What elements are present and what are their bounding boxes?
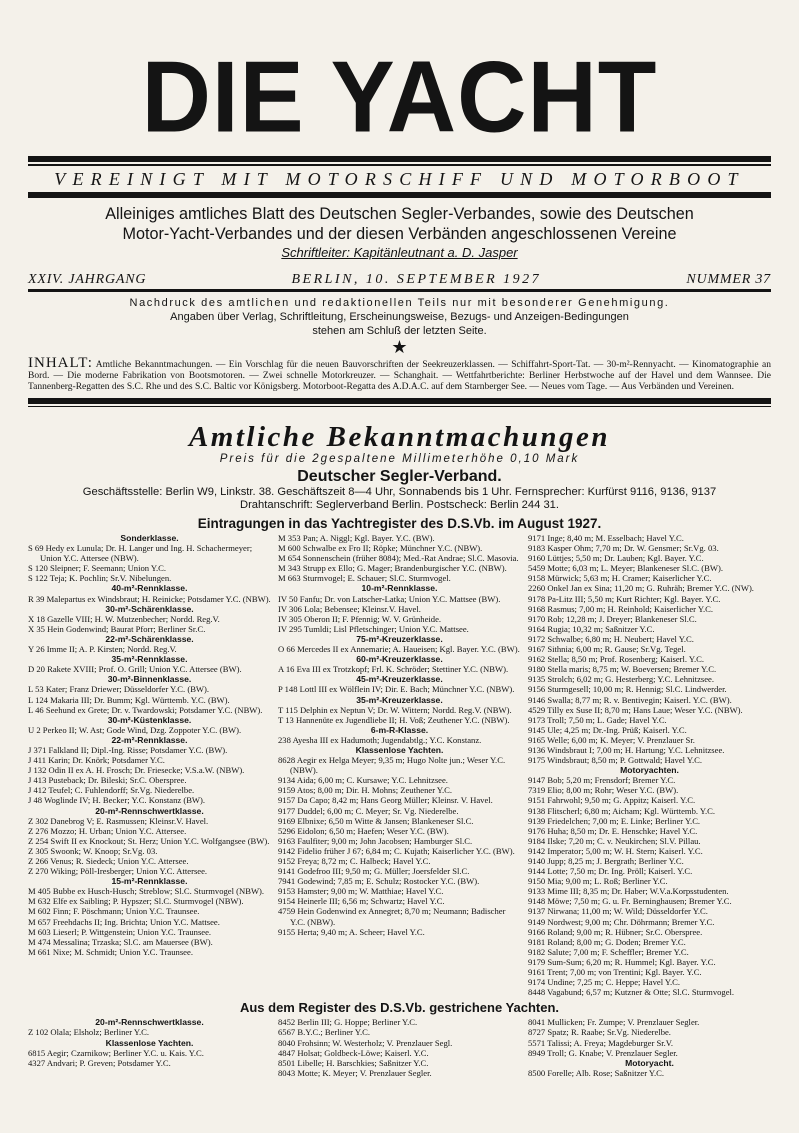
yacht-entry: 5571 Talissi; A. Freya; Magdeburger Sr.V.	[528, 1037, 674, 1048]
yacht-entry: J 371 Falkland II; Dipl.-Ing. Risse; Potsdamer Y.C. (BW).	[28, 744, 228, 755]
yacht-entry: 6815 Aegir; Czarnikow; Berliner Y.C. u. Kais. Y.C.	[28, 1047, 204, 1058]
masthead-title: DIE YACHT	[141, 41, 658, 154]
yacht-entry: 2260 Onkel Jan ex Sina; 11,20 m; G. Ruhräh; Bremer Y.C. (NW).	[528, 583, 754, 594]
class-heading: 35-m²-Rennklasse.	[111, 654, 188, 665]
yacht-entry: 8727 Spatz; R. Raabe; Sr.Vg. Niederelbe.	[528, 1027, 671, 1038]
yacht-entry: S 69 Hedy ex Lunula; Dr. H. Langer und Ing. H. Schachermeyer; Union Y.C. Attersee (NBW).	[28, 543, 253, 564]
yacht-entry: Z 102 Olala; Elsholz; Berliner Y.C.	[28, 1027, 150, 1038]
yacht-entry: R 39 Malepartus ex Windsbraut; H. Reinicke; Potsdamer Y.C. (NBW).	[28, 593, 271, 604]
yacht-entry: 9153 Hamster; 9,00 m; W. Matthiae; Havel Y.C.	[278, 886, 444, 897]
class-heading: 75-m²-Kreuzerklasse.	[356, 633, 443, 644]
yacht-entry: 4847 Holsat; Goldbeck-Löwe; Kaiserl. Y.C.	[278, 1047, 429, 1058]
yacht-entry: IV 306 Lola; Bebensee; Kleinsr.V. Havel.	[278, 603, 421, 614]
yacht-entry: S 120 Sleipner; F. Seemann; Union Y.C.	[28, 563, 167, 574]
yacht-entry: 9168 Rasmus; 7,00 m; H. Reinhold; Kaiserlicher Y.C.	[528, 603, 713, 614]
masthead-rule-top	[28, 156, 771, 162]
yacht-entry: 9140 Jupp; 8,25 m; J. Bergrath; Berliner Y.C.	[528, 856, 684, 866]
class-heading: 10-m²-Rennklasse.	[361, 583, 438, 594]
editor-line: Schriftleiter: Kapitänleutnant a. D. Jasper	[281, 245, 518, 260]
yacht-entry: M 657 Freehdachs II; Ing. Brichta; Union Y.C. Mattsee.	[28, 916, 220, 927]
yacht-entry: 9146 Swalla; 8,77 m; R. v. Bentivegin; Kaiserl. Y.C. (BW).	[528, 694, 732, 705]
yacht-entry: M 405 Bubbe ex Husch-Husch; Streblow; Sl.C. Sturmvogel (NBW).	[28, 886, 265, 897]
yacht-entry: 9141 Godefroo III; 9,50 m; G. Müller; Joersfelder Sl.C.	[278, 866, 470, 877]
register-column-2	[278, 533, 521, 997]
yacht-entry: 7319 Elio; 8,00 m; Rohr; Weser Y.C. (BW).	[528, 785, 679, 796]
yacht-entry: 9181 Roland; 8,00 m; G. Doden; Bremer Y.C.	[528, 936, 686, 947]
yacht-entry: 9171 Inge; 8,40 m; M. Esselbach; Havel Y.C.	[528, 533, 684, 543]
yacht-entry: P 148 Lottl III ex Wölflein IV; Dir. E. Bach; Münchner Y.C. (NBW).	[278, 684, 515, 695]
yacht-entry: 9138 Flitscherl; 6,80 m; Aicham; Kgl. Württemb. Y.C.	[528, 805, 715, 816]
contents-rule	[28, 398, 771, 404]
official-line-1: Alleiniges amtliches Blatt des Deutschen Segler-Verbandes, sowie des Deutschen	[105, 205, 694, 223]
yacht-entry: 9139 Friedelchen; 7,00 m; E. Linke; Berliner Y.C.	[528, 815, 701, 826]
yacht-entry: 9178 Pa-Litz III; 5,50 m; Kurt Richter; Kgl. Bayer. Y.C.	[528, 593, 721, 604]
issue-number: NUMMER 37	[686, 272, 771, 287]
yacht-entry: M 661 Nixe; M. Schmidt; Union Y.C. Traunsee.	[28, 946, 193, 957]
class-heading: 45-m²-Kreuzerklasse.	[356, 674, 443, 685]
register-columns	[28, 533, 771, 997]
yacht-entry: 6567 B.Y.C.; Berliner Y.C.	[278, 1027, 370, 1038]
yacht-entry: M 663 Sturmvogel; E. Schauer; Sl.C. Sturmvogel.	[278, 573, 451, 584]
yacht-entry: 9142 Fidelio früher J 67; 6,84 m; C. Kujath; Kaiserlicher Y.C. (BW).	[278, 845, 515, 856]
yacht-entry: 9179 Sum-Sum; 6,20 m; R. Hummel; Kgl. Bayer. Y.C.	[528, 956, 716, 967]
yacht-entry: 5459 Motte; 6,03 m; L. Meyer; Blankeneser Sl.C. (BW).	[528, 563, 724, 574]
yacht-entry: 8501 Libelle; H. Barschkies; Saßnitzer Y.C.	[278, 1057, 429, 1068]
yacht-entry: 9167 Sithnia; 6,00 m; R. Gause; Sr.Vg. Tegel.	[528, 644, 686, 655]
yacht-entry: IV 50 Fanfu; Dr. von Latscher-Latka; Union Y.C. Mattsee (BW).	[278, 593, 501, 604]
yacht-entry: 9174 Undine; 7,25 m; C. Heppe; Havel Y.C.	[528, 977, 681, 988]
contents-rule-thin	[28, 406, 771, 407]
yacht-entry: 9152 Freya; 8,72 m; C. Halbeck; Havel Y.C.	[278, 856, 431, 866]
class-heading: 20-m²-Rennschwertklasse.	[95, 805, 204, 816]
yacht-entry: J 48 Woglinde IV; H. Becker; Y.C. Konstanz (BW).	[28, 795, 206, 806]
class-heading: 22-m²-Schärenklasse.	[105, 633, 194, 644]
yacht-entry: T 115 Delphin ex Neptun V; Dr. W. Wittern; Nordd. Reg.V. (NBW).	[278, 704, 512, 715]
struck-column-1	[28, 1017, 271, 1078]
class-heading: Motoryachten.	[620, 765, 679, 776]
yacht-entry: 9148 Möwe; 7,50 m; G. u. Fr. Berninghausen; Bremer Y.C.	[528, 896, 732, 907]
yacht-entry: J 413 Pusteback; Dr. Bileski; Sr.C. Oberspree.	[28, 775, 187, 786]
class-heading: Motoryacht.	[625, 1057, 674, 1068]
yacht-entry: 9133 Mime III; 8,35 m; Dr. Haber; W.V.a.Korpsstudenten.	[528, 886, 729, 897]
yacht-entry: 9182 Salute; 7,00 m; F. Scheffler; Bremer Y.C.	[528, 946, 689, 957]
yacht-entry: 8448 Vagabund; 6,57 m; Kutzner & Otte; Sl.C. Sturmvogel.	[528, 987, 735, 998]
reprint-notice	[28, 296, 771, 338]
yacht-entry: X 18 Gazelle VIII; H. W. Mutzenbecher; Nordd. Reg.V.	[28, 613, 220, 624]
class-heading: 6-m-R-Klasse.	[370, 724, 429, 735]
yacht-entry: U 2 Perkeo II; W. Ast; Gode Wind, Dzg. Zoppoter Y.C. (BW).	[28, 724, 242, 735]
yacht-entry: 9154 Heinerle III; 6,56 m; Schwartz; Havel Y.C.	[278, 896, 445, 907]
yacht-entry: 9165 Welle; 6,00 m; K. Meyer; V. Prenzlauer Sr.	[528, 734, 695, 745]
yacht-entry: M 603 Lieserl; P. Wittgenstein; Union Y.C. Traunsee.	[28, 926, 212, 937]
yacht-entry: 9162 Stella; 8,50 m; Prof. Rosenberg; Kaiserl. Y.C.	[528, 654, 705, 665]
price-line: Preis für die 2gespaltene Millimeterhöhe 0,10 Mark	[219, 453, 580, 465]
yacht-entry: 4327 Andvari; P. Greven; Potsdamer Y.C.	[28, 1057, 171, 1068]
yacht-entry: S 122 Teja; K. Pochlin; Sr.V. Nibelungen.	[28, 573, 172, 584]
class-heading: 20-m²-Rennschwertklasse.	[95, 1017, 204, 1028]
yacht-entry: 9145 Ule; 4,25 m; Dr.-Ing. Prüß; Kaiserl. Y.C.	[528, 724, 687, 735]
section-title: Amtliche Bekanntmachungen	[188, 421, 611, 453]
class-heading: 15-m²-Rennklasse.	[111, 876, 188, 887]
yacht-entry: O 66 Mercedes II ex Annemarie; A. Haueisen; Kgl. Bayer. Y.C. (BW).	[278, 644, 520, 655]
yacht-entry: 7941 Godewind; 7,85 m; E. Schulz; Rostocker Y.C. (BW).	[278, 876, 480, 887]
yacht-entry: 9155 Herta; 9,40 m; A. Scheer; Havel Y.C.	[278, 926, 425, 937]
yacht-entry: 9160 Lüttjes; 5,50 m; Dr. Lauben; Kgl. Bayer. Y.C.	[528, 553, 704, 564]
yacht-entry: M 632 Elfe ex Saibling; P. Hypszer; Sl.C. Sturmvogel (NBW).	[28, 896, 244, 907]
issue-bar	[28, 272, 771, 288]
yacht-entry: 9166 Roland; 9,00 m; R. Hübner; Sr.C. Oberspree.	[528, 926, 703, 937]
yacht-entry: IV 295 Tumldi; Lisl Pfletschinger; Union Y.C. Mattsee.	[278, 623, 469, 634]
class-heading: 30-m²-Schärenklasse.	[105, 603, 194, 614]
struck-heading: Aus dem Register des D.S.Vb. gestrichene Yachten.	[239, 1000, 560, 1016]
struck-columns	[28, 1017, 771, 1078]
issue-volume: XXIV. JAHRGANG	[28, 272, 147, 287]
yacht-entry: J 411 Karin; Dr. Knörk; Potsdamer Y.C.	[28, 755, 165, 766]
yacht-entry: 9161 Trent; 7,00 m; von Trentini; Kgl. Bayer. Y.C.	[528, 967, 702, 978]
yacht-entry: Z 270 Wiking; Pöll-Iresberger; Union Y.C. Attersee.	[28, 866, 208, 877]
yacht-entry: L 124 Makaria III; Dr. Bumm; Kgl. Württemb. Y.C. (BW).	[28, 694, 230, 705]
yacht-entry: 9184 Ilske; 7,20 m; C. v. Neukirchen; Sl.V. Pillau.	[528, 835, 701, 846]
struck-column-2	[278, 1017, 521, 1078]
yacht-entry: 9137 Nirwana; 11,00 m; W. Wild; Düsseldorfer Y.C.	[528, 906, 708, 917]
office-line-1: Geschäftsstelle: Berlin W9, Linkstr. 38. Geschäftszeit 8—4 Uhr, Sonnabends bis 1 Uhr. Fernsprecher: Kurfürst 9116, 9136, 9137	[82, 486, 717, 498]
yacht-entry: X 35 Hein Godenwind; Baurat Pforr; Berliner Sr.C.	[28, 623, 206, 634]
yacht-entry: Z 266 Venus; R. Siedeck; Union Y.C. Attersee.	[28, 856, 189, 866]
office-info	[28, 486, 771, 512]
issue-rule	[28, 289, 771, 292]
yacht-entry: 9176 Huha; 8,50 m; Dr. E. Henschke; Havel Y.C.	[528, 825, 698, 836]
class-heading: 30-m²-Binnenklasse.	[107, 674, 192, 685]
yacht-entry: Z 276 Mozzo; H. Urban; Union Y.C. Attersee.	[28, 825, 187, 836]
association-name: Deutscher Segler-Verband.	[297, 468, 502, 485]
class-heading: 40-m²-Rennklasse.	[111, 583, 188, 594]
yacht-entry: M 654 Sonnenschein (früher 8084); Med.-Rat Andrae; Sl.C. Masovia.	[278, 553, 519, 564]
yacht-entry: 4529 Tilly ex Suse II; 8,70 m; Hans Laue; Weser Y.C. (NBW).	[528, 704, 743, 715]
yacht-entry: L 53 Kater; Franz Driewer; Düsseldorfer Y.C. (BW).	[28, 684, 210, 695]
register-column-3	[528, 533, 771, 997]
yacht-entry: 9173 Troll; 7,50 m; L. Gade; Havel Y.C.	[528, 714, 667, 725]
yacht-entry: 8043 Motte; K. Meyer; V. Prenzlauer Segler.	[278, 1067, 432, 1078]
masthead-subtitle: VEREINIGT MIT MOTORSCHIFF UND MOTORBOOT	[54, 169, 745, 189]
class-heading: Klassenlose Yachten.	[355, 744, 444, 755]
yacht-entry: 9144 Lotte; 7,50 m; Dr. Ing. Pröll; Kaiserl. Y.C.	[528, 866, 693, 877]
yacht-entry: 9147 Bob; 5,20 m; Frensdorf; Bremer Y.C.	[528, 775, 676, 786]
yacht-entry: J 132 Odin II ex A. H. Frosch; Dr. Friesecke; V.S.a.W. (NBW).	[28, 765, 245, 776]
class-heading: Sonderklasse.	[120, 533, 179, 543]
yacht-entry: 8628 Aegir ex Helga Meyer; 9,35 m; Hugo Nolte jun.; Weser Y.C. (NBW).	[278, 755, 506, 776]
yacht-entry: 9134 Aida; 6,00 m; C. Kursawe; Y.C. Lehnitzsee.	[278, 775, 448, 786]
table-of-contents	[28, 355, 771, 393]
struck-column-3	[528, 1017, 771, 1078]
official-statement	[28, 204, 771, 244]
yacht-entry: T 13 Hannenüte ex Jugendliebe II; H. Voß; Zeuthener Y.C. (NBW).	[278, 714, 510, 725]
yacht-entry: 9157 Da Capo; 8,42 m; Hans Georg Müller; Kleinsr. V. Havel.	[278, 795, 493, 806]
contents-text: Amtliche Bekanntmachungen. — Ein Vorschlag für die neuen Bauvorschriften der Seekreuzerklassen. — Schiffahrt-Sport-Tat. — 30-m²-Rennyacht. — Kinomatographie an Bord. — Die moderne Fabrikation von Bootsmotoren. — Zwei schnelle Motorkreuzer. — Schanghait. — Wettfahrtberichte: Berliner Herbstwoche auf der Havel und dem Wannsee. Die Tannenberg-Regatten des S.C. Rhe und des S.C. Baltic vor Königsberg. Motorboot-Regatta des A.D.A.C. auf dem Starnberger See. — Neues vom Tage. — Aus Verbänden und Vereinen.	[28, 360, 771, 392]
yacht-entry: M 600 Schwalbe ex Fro II; Röpke; Münchner Y.C. (NBW).	[278, 543, 483, 554]
yacht-entry: 9142 Imperator; 5,00 m; W. H. Stern; Kaiserl. Y.C.	[528, 845, 703, 856]
yacht-entry: 238 Ayesha III ex Hadumoth; Jugendabtlg.; Y.C. Konstanz.	[278, 734, 482, 745]
class-heading: 35-m²-Kreuzerklasse.	[356, 694, 443, 705]
yacht-entry: 9151 Fahrwohl; 9,50 m; G. Appitz; Kaiserl. Y.C.	[528, 795, 696, 806]
yacht-entry: 8949 Troll; G. Knabe; V. Prenzlauer Segler.	[528, 1047, 678, 1058]
yacht-entry: D 20 Rakete XVIII; Prof. O. Grill; Union Y.C. Attersee (BW).	[28, 664, 242, 675]
yacht-entry: 9172 Schwalbe; 6,80 m; H. Neubert; Havel Y.C.	[528, 633, 694, 644]
masthead-rule-bottom	[28, 192, 771, 198]
class-heading: 30-m²-Küstenklasse.	[107, 714, 192, 725]
yacht-entry: 9170 Rob; 12,28 m; J. Dreyer; Blankeneser Sl.C.	[528, 613, 697, 624]
yacht-entry: 9163 Faulfiter; 9,00 m; John Jacobsen; Hamburger Sl.C.	[278, 835, 473, 846]
yacht-entry: 9164 Rugia; 10,32 m; Saßnitzer Y.C.	[528, 623, 655, 634]
yacht-entry: 9177 Duddel; 6,00 m; C. Meyer; Sr. Vg. Niederelbe.	[278, 805, 459, 816]
yacht-entry: IV 305 Oberon II; F. Pfennig; W. V. Grünheide.	[278, 613, 442, 624]
yacht-entry: 9183 Kasper Ohm; 7,70 m; Dr. W. Gensmer; Sr.Vg. 03.	[528, 543, 719, 554]
yacht-entry: M 474 Messalina; Trzaska; Sl.C. am Mauersee (BW).	[28, 936, 213, 947]
yacht-entry: 8041 Mullicken; Fr. Zumpe; V. Prenzlauer Segler.	[528, 1017, 700, 1028]
star-icon: ★	[391, 337, 408, 357]
class-heading: Klassenlose Yachten.	[105, 1037, 194, 1048]
yacht-entry: 9135 Strolch; 6,02 m; G. Hesterberg; Y.C. Lehnitzsee.	[528, 674, 715, 685]
yacht-entry: 9175 Windsbraut; 8,50 m; P. Gottwald; Havel Y.C.	[528, 755, 702, 766]
yacht-entry: A 16 Eva III ex Trotzkopf; Frl. K. Schröder; Stettiner Y.C. (NBW).	[278, 664, 509, 675]
class-heading: 22-m²-Rennklasse.	[111, 734, 188, 745]
yacht-entry: M 353 Pan; A. Niggl; Kgl. Bayer. Y.C. (BW).	[278, 533, 435, 543]
yacht-entry: 9156 Sturmgesell; 10,00 m; R. Hennig; Sl.C. Lindwerder.	[528, 684, 727, 695]
yacht-entry: L 46 Seehund ex Grete; Dr. v. Twardowski; Potsdamer Y.C. (NBW).	[28, 704, 263, 715]
yacht-entry: Z 305 Swoonk; W. Knoop; Sr.Vg. 03.	[28, 845, 158, 856]
newspaper-page	[28, 0, 771, 1133]
yacht-entry: 5296 Eidolon; 6,50 m; Haefen; Weser Y.C. (BW).	[278, 825, 449, 836]
yacht-entry: Z 302 Danebrog V; E. Rasmussen; Kleinsr.V. Havel.	[28, 815, 209, 826]
notice-line-1: Nachdruck des amtlichen und redaktionellen Teils nur mit besonderer Genehmigung.	[129, 297, 670, 309]
yacht-entry: Z 254 Swift II ex Knockout; St. Herz; Union Y.C. Wolfgangsee (BW).	[28, 835, 270, 846]
issue-date: BERLIN, 10. SEPTEMBER 1927	[291, 272, 542, 287]
notice-line-3: stehen am Schluß der letzten Seite.	[312, 325, 487, 337]
yacht-entry: 9159 Atos; 8,00 m; Dir. H. Mohns; Zeuthener Y.C.	[278, 785, 453, 796]
yacht-entry: M 602 Finn; F. Pöschmann; Union Y.C. Traunsee.	[28, 906, 200, 917]
yacht-entry: 8500 Forelle; Alb. Rose; Saßnitzer Y.C.	[528, 1067, 665, 1078]
contents-label: INHALT:	[28, 355, 93, 371]
yacht-entry: 9180 Stella maris; 8,75 m; W. Boeversen; Bremer Y.C.	[528, 664, 717, 675]
class-heading: 60-m²-Kreuzerklasse.	[356, 654, 443, 665]
register-column-1	[28, 533, 271, 997]
masthead-rule-thin	[28, 164, 771, 166]
yacht-entry: 9169 Elbnixe; 6,50 m Witte & Jansen; Blankeneser Sl.C.	[278, 815, 474, 826]
yacht-entry: 8040 Frohsinn; W. Westerholz; V. Prenzlauer Segl.	[278, 1037, 453, 1048]
yacht-entry: 9150 Mia; 9,00 m; L. Roß; Berliner Y.C.	[528, 876, 668, 887]
yacht-entry: J 412 Teufel; C. Fuhlendorff; Sr.Vg. Niederelbe.	[28, 785, 195, 796]
official-line-2: Motor-Yacht-Verbandes und der diesen Verbänden angeschlossenen Vereine	[122, 225, 677, 243]
yacht-entry: 9158 Mürwick; 5,63 m; H. Cramer; Kaiserlicher Y.C.	[528, 573, 712, 584]
yacht-entry: M 343 Strupp ex Ello; G. Mager; Brandenburgischer Y.C. (NBW).	[278, 563, 507, 574]
register-heading: Eintragungen in das Yachtregister des D.S.Vb. im August 1927.	[197, 516, 602, 531]
yacht-entry: 4759 Hein Godenwind ex Annegret; 8,70 m; Neumann; Badischer Y.C. (NBW).	[278, 906, 506, 927]
office-line-2: Drahtanschrift: Seglerverband Berlin. Postscheck: Berlin 244 31.	[239, 499, 559, 511]
yacht-entry: 9149 Nordwest; 9,00 m; Chr. Döhrmann; Bremer Y.C.	[528, 916, 715, 927]
yacht-entry: 9136 Windsbraut I; 7,00 m; H. Hartung; Y.C. Lehnitzsee.	[528, 744, 725, 755]
yacht-entry: Y 26 Imme II; A. P. Kirsten; Nordd. Reg.V.	[28, 644, 177, 655]
notice-line-2: Angaben über Verlag, Schriftleitung, Erscheinungsweise, Bezugs- und Anzeigen-Bedingungen	[170, 311, 629, 323]
yacht-entry: 8452 Berlin III; G. Hoppe; Berliner Y.C.	[278, 1017, 418, 1028]
